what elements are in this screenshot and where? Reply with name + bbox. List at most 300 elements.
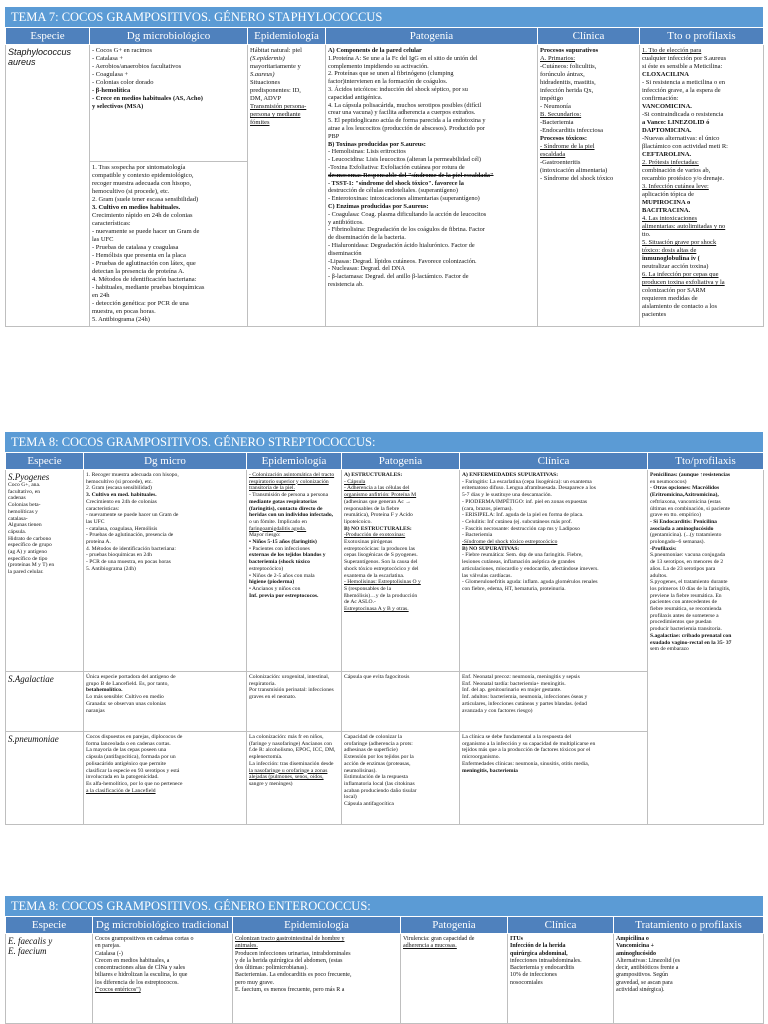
cli-line: - Fiebre reumática: Sem. dsp de una faringitis. Fiebre, [462, 552, 583, 559]
tto-line: -Nuevas alternativas: el único [642, 135, 720, 142]
tto-line: CLOXACILINA [642, 71, 689, 78]
dg-line: - pruebas bioquímicas en 24h [86, 552, 152, 559]
epi-line: (faringitis), contacto directo de [249, 505, 323, 512]
enterococcus-row [6, 934, 764, 1024]
col-epidemiologia: Epidemiología [233, 917, 401, 934]
epi-line: • Niños de 2-5 años con mala [249, 572, 315, 579]
pat-line: 3. Ácidos teicóicos: inducción del shock séptico, por su [328, 85, 468, 93]
pat-line: S (responsables de la [344, 585, 392, 592]
cli-line: avanzada y con factores riesgo) [462, 707, 533, 714]
tto-line: pacientes [642, 311, 667, 318]
dg-line: 1. Recoger muestra adecuada con hisopo, [86, 472, 179, 478]
pat-line: A) Components de la pared celular [328, 47, 422, 54]
dg-line: - Pruebas de catalasa y coagulasa [92, 244, 179, 251]
cli-line: - Síndrome de la piel [540, 143, 595, 150]
dg-line: en 24h [92, 292, 110, 299]
tto-line: -Profilaxis: [650, 545, 677, 552]
species-cell [6, 45, 90, 327]
dg-line: ("cocos entéricos") [95, 987, 141, 994]
col-tto: Tratamiento o profilaxis [614, 917, 764, 934]
species-line: aureus [8, 57, 36, 67]
tto-line: gravedad, se ascan para [616, 979, 673, 986]
pat-line: - Coagulasa: Coag. plasma dificultando la acción de leucocitos [328, 210, 487, 218]
tto-line: asociada a aminoglucósido [650, 525, 714, 532]
species-desc-line: Coco G+, ana. [8, 482, 41, 488]
tema8-strepto-section [5, 432, 763, 825]
col-epidemiologia: Epidemiología [247, 453, 342, 470]
epi-line: mayoritariamente y [250, 63, 301, 70]
tto-line: VANCOMICINA. [642, 103, 692, 110]
dg-line: 4. Métodos de identificación bacteriana: [92, 276, 197, 283]
dg-line: hemocultivo (si procede), etc. [86, 478, 153, 485]
cli-line: Infección de la herida [510, 943, 566, 950]
pat-line: - Hemolisinas: Estreptolisinas O y [344, 579, 421, 586]
tema7-section [5, 7, 763, 327]
epi-line: S.aureus) [250, 71, 275, 78]
tema8-strepto-title: TEMA 8: COCOS GRAMPOSITIVOS. GÉNERO STREPTOCOCCUS: [5, 432, 763, 452]
epi-line: persona y mediante [250, 111, 301, 118]
col-patogenia: Patogenia [342, 453, 460, 470]
tema7-table [5, 27, 764, 327]
dg-line: 5. Antibiograma (24h) [86, 565, 136, 572]
tto-line: los primeros 10 días de la faringitis, [650, 585, 731, 592]
dg-line: - Aerobios/anaerobios facultativos [92, 63, 182, 70]
cli-line: - Faringitis: La escarlatina (cepa lisogénica): un exantema [462, 478, 592, 485]
pat-line: y antibióticos. [328, 218, 364, 226]
tto-line: últimas en combinación, si paciente [650, 505, 730, 512]
species-desc-line: catalasa- [8, 515, 28, 522]
cli-line: - Fascitis necrosante: destrucción cap ms y Ladiposo [462, 525, 580, 532]
pat-cell [342, 672, 460, 732]
epi-line: estreptocócico) [249, 565, 284, 572]
cli-line: La clínica se debe fundamental a la respuesta del [462, 734, 572, 740]
cli-line: Enfermedades clínicas: neumonía, sinusitis, otitis media, [462, 760, 590, 767]
tto-line: grave en tto. empírico) [650, 512, 701, 519]
tto-line: prolongado~6 semanas). [650, 539, 705, 546]
epi-cell [233, 934, 401, 1024]
dg-line: recoger muestra adecuada con hisopo, [92, 180, 192, 187]
cli-line: (intoxicación alimentaria) [540, 167, 608, 174]
epi-line: DM, ADVP [250, 95, 282, 102]
dg-line: 2. Gram (suele tener escasa sensibilidad) [92, 196, 199, 203]
tto-line: de 13 serotipos, en menores de 2 [650, 559, 724, 566]
species-desc-line: Colonias beta- [8, 502, 41, 509]
tema7-header-row [6, 28, 764, 45]
epi-line: esplenectomía. [249, 754, 283, 761]
dg-cell-b [90, 162, 248, 327]
dg-line: - habituales, mediante pruebas bioquímicas [92, 284, 205, 291]
cli-line: - Celulitis: Inf cutánea (ej. subcutáneos más prof. [462, 518, 573, 525]
dg-line: Cocos grampositivos en cadenas cortas o [95, 936, 194, 942]
cli-line: forúnculo ántrax, [540, 71, 585, 78]
tto-line: previene la fiebre reumática. En [650, 592, 722, 599]
cli-line: infección herida Qx, [540, 87, 594, 94]
dg-line: - PCR de una muestra, en pocas horas [86, 559, 171, 566]
pat-line: C) Enzimas producidas por S.aureus: [328, 202, 429, 210]
dg-line: - catalasa, coagulasa, Hemólisis [86, 525, 158, 532]
epi-line: externas de los tejidos blandos y [249, 552, 326, 559]
epi-line: La colonización: más fr en niños, [249, 734, 324, 740]
col-especie: Especie [6, 453, 84, 470]
dg-line: - β-hemolítica [92, 87, 131, 94]
dg-line: características: [86, 505, 120, 512]
pat-line: B) NO ESTRUCTURALES: [344, 525, 412, 532]
cli-line: Procesos supurativos [540, 47, 599, 54]
tto-cell [640, 45, 764, 327]
pat-line: de diseminación de la bacteria. [328, 234, 406, 242]
col-tto: Tto o profilaxis [640, 28, 764, 45]
cli-line: tejidos más que a la producción de factores tóxicos por el [462, 747, 591, 754]
cli-line: 5-7 días y le sustituye una descamación. [462, 492, 552, 499]
pat-line: de Ac ASLO.- [344, 599, 376, 606]
epi-line: animales. [235, 943, 258, 950]
tto-line: recambio protésico y/o drenaje. [642, 175, 724, 182]
cli-line: infecciones intraabdominales. [510, 957, 582, 964]
dg-line: Crecimiento en 24h de colonias [86, 498, 157, 505]
dg-line: 4. Métodos de identificación bacteriana: [86, 545, 176, 552]
dg-line: 2. Gram (escasa sensibilidad) [86, 485, 152, 492]
col-epidemiologia: Epidemiología [248, 28, 326, 45]
tto-line: actividad sinérgica). [616, 987, 665, 994]
dg-line: las UFC [86, 518, 105, 525]
cli-line: ITUs [510, 936, 524, 942]
epi-line: alejadas (pulmones, senos, oídos, [249, 774, 324, 781]
cli-line: -Cutáneos: foliculitis, [540, 63, 597, 70]
tto-line: cualquier infección por S.aureus [642, 55, 727, 62]
tto-line: 6. La infección por cepas que [642, 271, 719, 278]
dg-cell-a [90, 45, 248, 162]
species-cell [6, 470, 84, 672]
dg-line: Granada: se observan unas colonias [86, 700, 166, 707]
pat-line: organismo anfitrión: Proteína M [344, 492, 417, 499]
tto-line: - Si resistencia a meticilina o en [642, 79, 726, 86]
cli-line: escaldada [540, 151, 566, 158]
dg-line: involucrada en la patogenicidad. [86, 774, 159, 781]
tto-line: grampositivos. Según [616, 972, 668, 979]
cli-line: Enf. Neonatal precoz: neumonía, meningitis y sepsis [462, 674, 580, 680]
cli-line: -Endocarditis infecciosa [540, 127, 603, 134]
epi-line: heridas con un individuo infectado, [249, 512, 334, 519]
epi-line: bacteriemia (shock tóxico [249, 559, 310, 566]
epi-line: Por transmisión perinatal: infecciones [249, 687, 334, 694]
tto-line: BACITRACINA. [642, 207, 691, 214]
cli-line: organismo a la infección y su capacidad de multiplicarse en [462, 740, 596, 747]
cli-line: - Neumonía [540, 103, 571, 110]
dg-cell [84, 672, 247, 732]
tto-line: - Si Endocarditis: Penicilina [650, 518, 717, 525]
species-desc-line: cápsula. [8, 528, 27, 535]
pat-line: A) ESTRUCTURALES: [344, 472, 403, 478]
species-desc-line: (proteínas M y T) en [8, 562, 55, 569]
dg-line: Única especie portadora del antígeno de [86, 674, 176, 680]
pat-line: B) Toxinas producidas por S.aureus: [328, 140, 426, 148]
cli-line: - ERISIPELA: Inf. aguda de la piel en forma de placa. [462, 512, 584, 519]
tto-line: años. La de 23 serotipos para [650, 565, 716, 572]
dg-line: los diferencia de los estreptococos. [95, 979, 179, 986]
dg-line: - nuevamente se puede hacer un Gram de [92, 228, 200, 235]
cli-line: meningitis, bacteriemia [462, 767, 518, 774]
col-clinica: Clínica [538, 28, 640, 45]
cli-line: - Bacteriemia [462, 532, 493, 539]
cli-line: microorganismo. [462, 754, 500, 761]
epi-line: respiratorio superior y colonización [249, 478, 329, 485]
tema8-strepto-header-row [6, 453, 764, 470]
pat-line: - TSST-1: "síndrome del shock tóxico". favorece la [328, 179, 464, 187]
dg-line: Crecen en medios habituales, a [95, 957, 170, 964]
pat-line: adherencia a mucosas. [403, 943, 457, 950]
epi-line: la nasofaringe u orofaringe a zonas [249, 767, 328, 774]
dg-line: - Crece en medios habituales (AS, Acho) [92, 95, 203, 102]
cli-line: hidradenitis, mastitis, [540, 79, 596, 86]
col-especie: Especie [6, 28, 90, 45]
epi-line: Producen infecciones urinarias, intrabdominales [235, 950, 351, 957]
epi-line: E. faecium, es menos frecuente, pero más R a [235, 987, 345, 994]
epi-line: • Pacientes con infecciones [249, 545, 310, 552]
tto-line: inmunoglobulina iv ( [642, 255, 700, 262]
pat-line: reumática), Proteína F y Acido [344, 512, 413, 519]
species-cell [6, 934, 93, 1024]
epi-line: pero muy grave. [235, 979, 275, 986]
clinica-cell [538, 45, 640, 327]
tto-line: producen toxina exfoliativa y la [642, 279, 725, 286]
cli-line: -Síndrome del shock tóxico estreptocócico [462, 539, 558, 546]
epi-line: o un fómite. Implicado en [249, 518, 307, 525]
epi-line: • Ancianos y niños con [249, 585, 301, 592]
pat-line: -Producción de exotoxinas: [344, 532, 406, 539]
tto-line: procedimientos que puedan [650, 619, 712, 626]
tto-line: neutralizar acción toxina) [642, 263, 709, 270]
dg-line: - Pruebas de aglutinación con látex, que [92, 260, 196, 267]
col-clinica: Clínica [460, 453, 648, 470]
epi-line: faringoamigdalitis aguda. [249, 525, 307, 532]
pat-line: atrae a los leucocitos (producción de abscesos). Producido por [328, 124, 485, 132]
tto-line: en neumococos) [650, 478, 687, 485]
epi-line: (S.epidermis) [250, 55, 285, 62]
dg-line: polisacárido antigénico que permite [86, 760, 166, 767]
tto-line: Alternativas: Linezolid (es [616, 957, 680, 964]
tto-line: 5. Situación grave por shock [642, 239, 717, 246]
tto-line: exudado vagino-rectal en la 35- 37 [650, 639, 732, 646]
epi-line: fómites [250, 119, 270, 126]
pat-line: - Adherencia a las células del [344, 485, 410, 492]
epi-line: mediante gotas respiratorias [249, 498, 317, 505]
tto-line: infección grave, a la espera de [642, 87, 721, 94]
tto-line: alimentarias: autolimitadas y no [642, 223, 726, 230]
tto-line: 1. Tto de elección para [642, 47, 702, 54]
pat-line: orofaringe (adherencia a prots: [344, 740, 413, 747]
epi-line: Colonizan tracto gastrointestinal de hombre y [235, 936, 345, 942]
tto-line: S.pyogenes, el tratamiento durante [650, 579, 728, 586]
clinica-cell [460, 672, 648, 732]
dg-line: muestra, en pocas horas. [92, 308, 156, 315]
dg-line: compatible y contexto epidemiológico, [92, 172, 194, 179]
cli-line: - Glomerulonefritis aguda: inflam. aguda glomérulos renales [462, 579, 598, 586]
epi-line: dos últimas: polimicrobianas). [235, 965, 308, 972]
tto-line: confirmación: [642, 95, 679, 102]
pat-line: - Hemolisinas: Lisis eritrocitos [328, 148, 406, 156]
pat-line: Virulencia: gran capacidad de [403, 936, 475, 942]
cli-line: nosocomiales [510, 979, 543, 986]
tto-line: colonización por SARM [642, 287, 706, 294]
dg-line: clasificar la especie en 93 serotipos y está [86, 767, 180, 774]
epi-line: transitoria de la piel. [249, 485, 295, 492]
dg-line: - Pruebas de aglutinación, presencia de [86, 532, 174, 539]
tema8-entero-title: TEMA 8: COCOS GRAMPOSITIVOS. GÉNERO ENTEROCOCCUS: [5, 896, 763, 916]
species-desc-line: Algunas tienen [8, 522, 42, 529]
cli-line: impétigo [540, 95, 564, 102]
dg-line: 5. Antibiograma (24h) [92, 316, 150, 323]
species-desc-line: hemolíticas y [8, 508, 38, 515]
pat-line: local) [344, 794, 357, 801]
cli-line: A. Primarios: [540, 55, 576, 62]
pat-cell [401, 934, 508, 1024]
cli-line: con fiebre, edema, HT, hematuria, proteinuria. [462, 585, 566, 592]
dg-cell [84, 732, 247, 825]
cli-line: las válvulas cardíacas. [462, 572, 512, 579]
tto-line: (Eritromicina,Azitromicina), [650, 492, 719, 499]
epi-line: Hábitat natural: piel [250, 47, 302, 54]
pat-line: inflamatoria local (las citokinas [344, 780, 415, 787]
dg-line: Catalasa (-) [95, 950, 123, 957]
epi-line: - Transmisión de persona a persona [249, 492, 329, 499]
pat-cell [342, 732, 460, 825]
pat-line: resistencia ab. [328, 280, 364, 288]
tto-line: requieren medidas de [642, 295, 698, 302]
tto-line: pacientes con antecedentes de [650, 599, 717, 606]
pat-line: Cápsula que evita fagocitosis [344, 674, 410, 680]
pat-line: crear una vacuna) y facilita adherencia a cuerpos extraños. [328, 109, 476, 117]
pat-line: shock tóxico estreptocócico y del [344, 565, 419, 572]
tto-line: - Otras opciones: Macrólidos [650, 485, 720, 492]
cli-line: Procesos tóxicos: [540, 135, 587, 142]
epi-line: sangre y meninges) [249, 780, 293, 787]
tto-line: CEFTAROLINA. [642, 151, 692, 158]
tto-line: ceftriaxona, vancomicina (estas [650, 498, 721, 505]
pat-line: acaban produciendo daño tisular [344, 787, 417, 794]
tto-line: S.pneumoniae: vacuna conjugada [650, 552, 726, 559]
tto-line: Vancomicina + [616, 943, 655, 950]
tto-line: aplicación tópica de [642, 191, 694, 198]
dg-line: - Hemólisis que presenta en la placa [92, 252, 186, 259]
tto-line: Ampicilina o [616, 936, 649, 942]
pat-line: responsables de la fiebre [344, 505, 400, 512]
col-patogenia: Patogenia [326, 28, 538, 45]
epi-cell [247, 672, 342, 732]
tto-line: S.agalactiae: cribado prenatal con [650, 632, 732, 639]
tto-line: MUPIROCINA o [642, 199, 691, 206]
species-desc-line: específico de tipo [8, 555, 48, 562]
tto-line: DAPTOMICINA. [642, 127, 692, 134]
pat-line: - Nucleasas: Degrad. del DNA [328, 265, 406, 273]
dg-line: biliares e hidrolizan la esculina, lo que [95, 972, 188, 979]
col-tto: Tto/profilaxis [648, 453, 764, 470]
pat-cell [342, 470, 460, 672]
pat-line: desmosomas Responsable del "síndrome de la piel escaldada" [328, 171, 494, 179]
pat-line: - Enterotoxinas: intoxicaciones alimentarias (superantígeno) [328, 195, 480, 203]
pat-line: destrucción de células endoteliales. (superantígeno) [328, 187, 458, 195]
species-line: E. faecium [8, 946, 47, 956]
cli-line: - Síndrome del shock tóxico [540, 175, 614, 182]
col-clinica: Clínica [508, 917, 614, 934]
dg-line: proteína A. [86, 539, 111, 546]
species-cell [6, 732, 84, 825]
epi-line: • Niños 5-15 años (faringitis) [249, 539, 317, 546]
pat-line: Exotoxinas pirógenas [344, 539, 393, 546]
clinica-cell [460, 732, 648, 825]
dg-line: betahemolítico. [86, 687, 123, 694]
tema8-strepto-table [5, 452, 764, 825]
tto-line: aminoglucósido [616, 950, 657, 957]
pat-line: Capacidad de colonizar la [344, 734, 402, 740]
epi-line: higiene (pioderma) [249, 579, 295, 586]
tto-line: a Vanco: LINEZOLID ó [642, 119, 710, 126]
dg-line: hemocultivo (si procede), etc. [92, 188, 170, 195]
tto-line: (gentamicina). (...(y tratamiento [650, 532, 722, 539]
dg-line: La mayoría de las cepas poseen una [86, 747, 167, 754]
species-cell [6, 672, 84, 732]
dg-line: 3. Cultivo en medios habituales. [92, 204, 181, 211]
pat-line: complemento impidiendo su activación. [328, 62, 429, 70]
tema8-entero-table [5, 916, 764, 1024]
tema7-title: TEMA 7: COCOS GRAMPOSITIVOS. GÉNERO STAPHYLOCOCCUS [5, 7, 763, 27]
pat-line: - Cápsula [344, 478, 366, 485]
cli-line: Inf. del ap. genitourinario en mujer gestante. [462, 687, 562, 694]
tema7-row [6, 45, 764, 162]
pat-line: neumolisinas). [344, 767, 377, 774]
dg-line: características: [92, 220, 131, 227]
epi-line: predisponentes: ID, [250, 87, 301, 94]
epi-cell [248, 45, 326, 327]
cli-line: articulaciones, miocardio y endocardio, afectándose imevers. [462, 565, 599, 572]
epi-line: La infección: tras diseminación desde [249, 760, 334, 767]
pat-line: Extensión por los tejidos por la [344, 754, 414, 761]
species-desc-line: (ag A) y antígeno [8, 549, 47, 556]
pat-line: Estimulación de la respuesta [344, 774, 408, 781]
tto-line: fiebre reumática, se recomienda [650, 606, 722, 613]
epi-line: Transmisión persona- [250, 103, 307, 110]
pat-line: ßhemólisis)…y de la producción [344, 592, 418, 599]
pat-line: Cápsula antifagocítica [344, 801, 394, 808]
species-line: Staphylococcus [8, 47, 72, 57]
tto-line: combinación de varios ab, [642, 167, 711, 174]
tto-line: profilaxis antes de someterse a [650, 612, 719, 619]
dg-line: naranjas [86, 707, 105, 714]
col-patogenia: Patogenia [401, 917, 508, 934]
species-desc-line: facultativo, en [8, 488, 40, 495]
dg-line: Es alfa-hemolítico, por lo que no pertenece [86, 780, 183, 787]
tto-line: aislamiento de contacto a los [642, 303, 718, 310]
cli-line: articulares, infecciones cutáneas y partes blandas. (edad [462, 700, 587, 707]
dg-line: - Catalasa + [92, 55, 124, 62]
species-desc-line: específico de grupo [8, 542, 52, 549]
dg-line: - Cocos G+ en racimos [92, 47, 152, 54]
epi-line: (faringe y nasofaringe) Ancianos con [249, 740, 332, 747]
pat-line: adhesinas de superficie) [344, 747, 398, 754]
cli-line: quirúrgica abdominal, [510, 950, 568, 957]
cli-line: Enf. Neonatal tardía: bacteriemia+ meningitis. [462, 680, 566, 687]
col-dg: Dg microbiológico [90, 28, 248, 45]
pat-line: lipoteicoico. [344, 518, 372, 525]
cli-line: (cara, brazos, piernas). [462, 505, 513, 512]
dg-line: forma lanceolada o en cadenas cortas. [86, 740, 171, 747]
dg-line: y selectivos (MSA) [92, 103, 144, 110]
dg-cell [84, 470, 247, 672]
tto-line: 4. Las intoxicaciones [642, 215, 698, 222]
dg-line: 3. Cultivo en med. habituales. [86, 492, 157, 499]
epi-line: Colonización: urogenital, intestinal, [249, 674, 330, 680]
col-dg: Dg micro [84, 453, 247, 470]
pat-line: 1.Proteína A: Se une a la Fc del IgG en el sitio de unión del [328, 54, 478, 62]
